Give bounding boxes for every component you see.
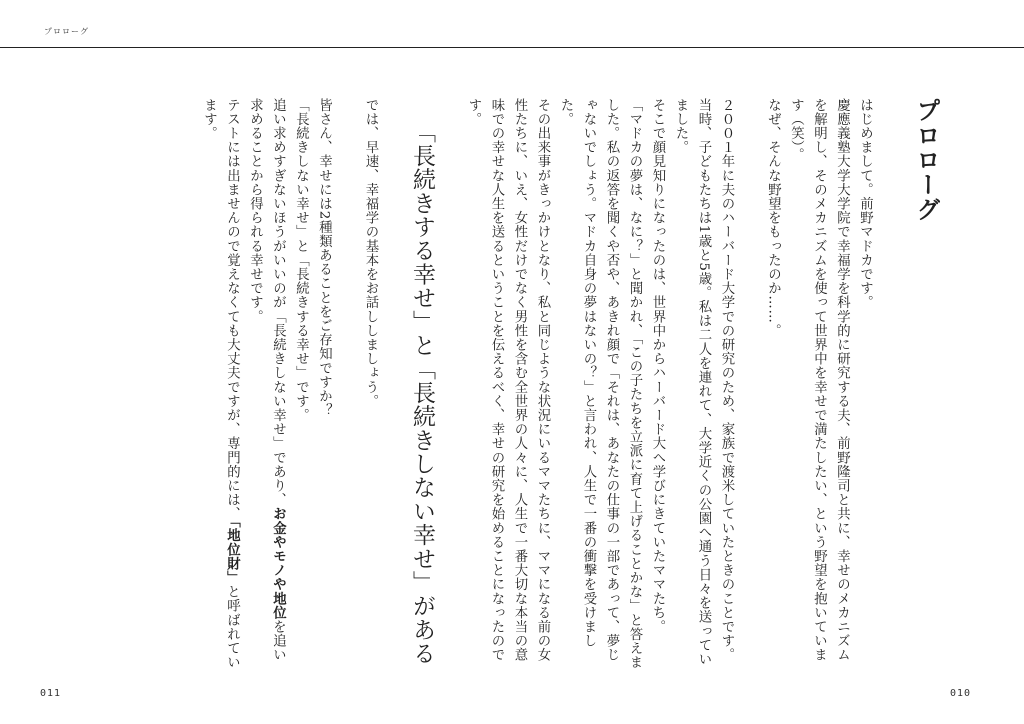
paragraph-moms: そこで顔見知りになったのは、世界中からハーバード大へ学びにきていたママたち。 bbox=[650, 98, 665, 634]
bold-money-things-status: お金やモノや地位 bbox=[270, 506, 286, 620]
paragraph-two-kinds: 皆さん、幸せには2種類あることをご存知ですか？ bbox=[316, 98, 332, 418]
paragraph-positional-goods: テストには出ませんので覚えなくても大丈夫ですが、専門的には、「地位財」と呼ばれています。 bbox=[201, 98, 240, 670]
chapter-title: プロローグ bbox=[912, 98, 940, 222]
bold-positional-goods: 「地位財」 bbox=[224, 521, 240, 585]
header-rule bbox=[0, 47, 1024, 48]
paragraph-basics: では、早速、幸福学の基本をお話ししましょう。 bbox=[363, 98, 378, 409]
paragraph-mission: その出来事がきっかけとなり、私と同じような状況にいるママたちに、ママになる前の女性たちに、いえ、女性だけでなく男性を含む全世界の人々に、人生で一番大切な本当の意味での幸せな人生を送るということを伝えるべく、幸せの研究を始めることになったのです。 bbox=[466, 98, 550, 662]
page-number-left: 011 bbox=[40, 688, 62, 699]
paragraph-why: なぜ、そんな野望をもったのか……。 bbox=[765, 98, 781, 338]
page-number-right: 010 bbox=[950, 688, 972, 699]
paragraph-harvard: ２００１年に夫のハーバード大学での研究のため、家族で渡米していたときのことです。当時、子どもたちは1歳と5歳。私は二人を連れて、大学近くの公園へ通う日々を送っていました。 bbox=[673, 98, 734, 667]
paragraph-short-lived: 追い求めすぎないほうがいいのが「長続きしない幸せ」であり、お金やモノや地位を追い求めることから得られる幸せです。 bbox=[247, 98, 286, 663]
running-head: プロローグ bbox=[44, 27, 89, 36]
paragraph-greeting: はじめまして。前野マドカです。 bbox=[857, 98, 873, 310]
paragraph-intro: 慶應義塾大学大学院で幸福学を科学的に研究する夫、前野隆司と共に、幸せのメカニズムを解明し、そのメカニズムを使って世界中を幸せで満たしたい、という野望を抱いています（笑）。 bbox=[788, 98, 850, 662]
section-heading: 「長続きする幸せ」と「長続きしない幸せ」がある bbox=[409, 120, 435, 666]
paragraph-two-kinds-names: 「長続きしない幸せ」と「長続きする幸せ」です。 bbox=[293, 98, 309, 423]
paragraph-dream: 「マドカの夢は、なに？」と聞かれ、「この子たちを立派に育て上げることかな」と答えました。私の返答を聞くや否や、あきれ顔で「それは、あなたの仕事の一部であって、夢じゃないでしょう。マドカ自身の夢はないの？」と言われ、人生で一番の衝撃を受けました。 bbox=[558, 98, 642, 670]
vertical-body-text bbox=[72, 98, 952, 673]
